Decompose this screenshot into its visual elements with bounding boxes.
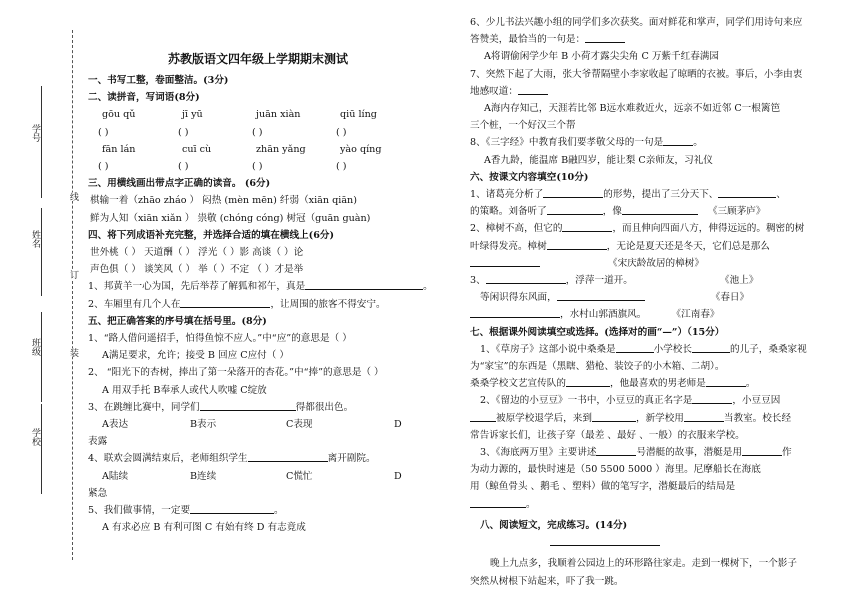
choice-options-2[interactable]: A 用双手托 B奉承人或代人吹嘘 C绽放 [102, 384, 267, 396]
section-4-heading: 四、将下列成语补充完整，并选择合适的填在横线上(6分) [88, 229, 335, 241]
passage-title-blank[interactable] [550, 535, 660, 546]
answer-blank[interactable] [566, 376, 610, 387]
pronunciation-line-2[interactable]: 鲜为人知（xiān xiǎn ） 祟敬 (chóng cóng) 树冠（guān guàn) [90, 212, 371, 224]
section-7-heading: 七、根据课外阅读填空或选择。(选择对的画“—”）（15分） [470, 326, 725, 338]
question-text: 叶绿得发亮。樟树 [470, 240, 547, 252]
question-text: 等闲识得东风面， [480, 292, 557, 304]
question-text: 的形势，提出了三分天下、 [603, 189, 719, 201]
question-text: ，浮萍一道开。 [565, 275, 633, 287]
question-text: 2、《留边的小豆豆》一书中，小豆豆的真正名字是 [480, 395, 693, 407]
seal-char-ding: 订 [68, 270, 78, 279]
pinyin-item: qiū líng [340, 109, 377, 121]
choice-options-5[interactable]: A 有求必应 B 有利可图 C 有始有终 D 有志竟成 [102, 522, 306, 534]
answer-blank[interactable] [663, 135, 693, 146]
answer-blank[interactable] [585, 32, 625, 43]
question-text: 得都很出色。 [295, 401, 354, 413]
option[interactable]: C慌忙 [286, 470, 313, 482]
option[interactable]: B表示 [190, 419, 217, 431]
choice-question-5 [88, 502, 428, 519]
answer-blank[interactable] [543, 187, 603, 198]
reading-1-line-3: 桑桑学校文艺宣传队的 ，他最喜欢的男老师是 。 [470, 378, 756, 390]
reading-2-line-3[interactable]: 常告诉家长们，让孩子穿（最差 、最好 、一般）的衣服来学校。 [470, 429, 745, 441]
answer-blank[interactable] [200, 400, 296, 411]
reading-1-line-1 [470, 341, 825, 358]
fill-2-line-1 [470, 220, 825, 237]
idiom-question-2 [88, 296, 428, 313]
choice-options-7[interactable]: A海内存知己，天涯若比邻 B远水难救近火，远亲不如近邻 C一根篱笆 [484, 103, 781, 115]
answer-blank[interactable] [547, 239, 607, 250]
reading-3-line-1 [470, 444, 825, 461]
pinyin-item: yào qíng [340, 143, 382, 155]
reading-3-line-3[interactable]: 用（鲸鱼骨头 、鹅毛 、塑料）做的笔写字，潜艇最后的结局是 [470, 481, 736, 493]
section-3-heading: 三、用横线画出带点字正确的读音。 (6分) [88, 178, 271, 190]
source-title: 《春日》 [710, 292, 750, 304]
section-5-heading: 五、把正确答案的序号填在括号里。(8分) [88, 315, 267, 327]
name-line [41, 208, 42, 296]
answer-blank[interactable] [190, 503, 274, 514]
answer-blank[interactable] [518, 84, 548, 95]
choice-options-4 [88, 468, 428, 485]
answer-blank[interactable] [305, 279, 423, 290]
choice-question-3 [88, 399, 428, 416]
answer-blank[interactable] [692, 342, 730, 353]
answer-blank[interactable] [622, 204, 698, 215]
choice-question-7a: 7、突然下起了大雨，张大爷帮隔壁小李家收起了晾晒的衣被。事后，小李由衷 [470, 68, 803, 80]
section-2-heading: 二、读拼音，写词语(8分) [88, 92, 200, 104]
margin-label-school: 学校 [30, 428, 40, 446]
answer-blank[interactable] [592, 411, 636, 422]
pinyin-row-2 [88, 141, 428, 158]
fill-1-line-2 [470, 203, 825, 220]
pinyin-row-1 [88, 106, 428, 123]
margin-label-name: 姓名 [30, 230, 40, 248]
idiom-question-1: 1、邦黄羊一心为国，先后举荐了解狐和祁午，真是 。 [88, 281, 433, 293]
question-text: 的策略。刘备听了 [470, 206, 547, 218]
option[interactable]: D [394, 419, 402, 431]
seal-char-xian: 线 [68, 192, 78, 201]
pinyin-item: jī yū [182, 109, 203, 121]
answer-blank[interactable] [616, 342, 654, 353]
pinyin-item: juān xiàn [256, 109, 301, 121]
reading-3-line-2[interactable]: 为动力源的，最快时速是（50 5500 5000 ）海里。尼摩船长在海底 [470, 464, 761, 476]
choice-options-6[interactable]: A将谓偷闲学少年 B 小荷才露尖尖角 C 万紫千红春满园 [484, 51, 719, 63]
question-text: ，小豆豆因 [732, 395, 781, 407]
margin-label-class: 班级 [30, 338, 40, 356]
question-text: 3、在跳缠比赛中，同学们 [88, 401, 200, 413]
fill-3-line-3 [470, 306, 825, 323]
answer-blank[interactable] [684, 411, 724, 422]
pinyin-item: cuī cù [182, 143, 212, 155]
exam-title: 苏教版语文四年级上学期期末测试 [167, 52, 348, 66]
source-title: 《江南春》 [676, 309, 720, 321]
answer-blank[interactable] [486, 273, 566, 284]
choice-question-6b [470, 31, 825, 48]
question-text: ，无论是夏天还是冬天，它们总是那么 [606, 240, 770, 252]
school-line [41, 404, 42, 494]
reading-2-line-1 [470, 392, 825, 409]
section-8-heading: 八、阅读短文，完成练习。(14分) [480, 519, 628, 531]
margin-label-student-id: 学号 [30, 124, 40, 142]
choice-options-1[interactable]: A满足要求，允许；接受 B 回应 C应付（ ） [102, 350, 290, 362]
question-text: 被原学校退学后，来到 [496, 412, 592, 424]
question-text: 。 [274, 505, 284, 517]
idiom-line-1[interactable]: 世外桃（ ） 天道酬（ ） 浮光（ ）影 高谈（ ）论 [90, 247, 304, 259]
pinyin-item: gōu qǔ [102, 109, 136, 121]
answer-box[interactable]: ( ) [252, 126, 263, 138]
question-text: 地感叹道： [470, 85, 518, 97]
answer-blank[interactable] [547, 204, 603, 215]
fill-2-line-3 [470, 255, 825, 272]
answer-box[interactable]: ( ) [98, 126, 109, 138]
question-text: ，他最喜欢的男老师是 [609, 378, 706, 390]
answer-blank[interactable] [718, 187, 776, 198]
choice-question-4 [88, 450, 428, 467]
answer-blank[interactable] [248, 451, 328, 462]
pinyin-item: fān lán [102, 143, 136, 155]
choice-option-3d[interactable]: 表露 [88, 436, 108, 448]
question-text: 答赞美，最恰当的一句是： [470, 34, 586, 46]
seal-line [72, 30, 73, 560]
passage-title-line [470, 534, 825, 551]
question-text: 3、 [470, 275, 486, 287]
idiom-line-2[interactable]: 声色俱（ ） 谈笑风（ ） 举（ ）不定 （ ）才是举 [90, 264, 304, 276]
question-text: ，让周围的旅客不得安宁。 [270, 298, 386, 310]
passage-line-1: 晚上九点多，我顺着公园边上的环形路往家走。走到一棵树下，一个影子 [490, 558, 797, 570]
answer-box[interactable]: ( ) [252, 161, 263, 173]
answer-blank[interactable] [470, 497, 526, 508]
choice-options-7-cont[interactable]: 三个桩，一个好汉三个帮 [470, 120, 576, 132]
pinyin-item: zhān yǎng [256, 143, 306, 155]
passage-line-2: 突然从树根下站起来，吓了我一跳。 [470, 575, 624, 587]
choice-question-6a: 6、少儿书法兴趣小组的同学们多次获奖。面对鲜花和掌声，同学们用诗句来应 [470, 17, 803, 28]
choice-options-8[interactable]: A香九龄，能温席 B融四岁，能让梨 C亲师友，习礼仪 [484, 154, 713, 166]
option[interactable]: A表达 [102, 419, 129, 431]
student-id-line [41, 86, 42, 198]
question-text: 桑桑学校文艺宣传队的 [470, 378, 566, 390]
answer-box[interactable]: ( ) [178, 126, 189, 138]
answer-box-row-1 [88, 124, 428, 141]
reading-3-line-4: 。 [470, 496, 825, 513]
choice-question-2: 2、 “阳光下的杏树，捧出了第一朵落开的杏花。”中“捧”的意思是（ ） [88, 367, 384, 379]
question-text: 1、《草房子》这部小说中桑桑是 [480, 343, 616, 355]
choice-options-3 [88, 416, 428, 433]
answer-blank[interactable] [596, 445, 636, 456]
option[interactable]: B连续 [190, 470, 217, 482]
answer-box-row-2 [88, 158, 428, 175]
question-text: 1、邦黄羊一心为国，先后举荐了解狐和祁午，真是 [88, 281, 306, 293]
source-title: 《三顾茅庐》 [707, 206, 766, 218]
answer-blank[interactable] [562, 221, 612, 232]
question-text: 当教室。校长经 [723, 412, 792, 424]
question-text: 2、车厢里有几个人在 [88, 298, 181, 310]
question-text: 2、樟树不高，但它的 [470, 223, 563, 235]
section-6-heading: 六、按课文内容填空(10分) [470, 171, 589, 183]
section-1-heading: 一、书写工整，卷面整洁。(3分) [88, 75, 229, 86]
choice-question-1: 1、“路人借问遥招手，怕得鱼惊不应人。”中“应”的意思是（ ） [88, 333, 352, 345]
question-text: 小学校长 [653, 343, 692, 355]
seal-char-zhuang: 装 [68, 348, 78, 357]
question-text: ，像 [602, 206, 622, 218]
binding-margin [0, 0, 100, 581]
question-text: 1、诸葛亮分析了 [470, 189, 544, 201]
answer-blank[interactable] [692, 393, 732, 404]
answer-box[interactable]: ( ) [336, 126, 347, 138]
fill-2-line-2 [470, 238, 825, 255]
answer-box[interactable]: ( ) [336, 161, 347, 173]
question-text: 8、《三字经》中教育我们要孝敬父母的一句是 [470, 137, 664, 149]
class-line [41, 312, 42, 402]
choice-question-8: 8、《三字经》中教育我们要孝敬父母的一句是 。 [470, 137, 703, 149]
right-column [470, 14, 825, 590]
choice-question-7b [470, 83, 825, 100]
source-title: 《宋庆龄故居的樟树》 [608, 257, 704, 269]
answer-blank[interactable] [742, 445, 782, 456]
answer-blank[interactable] [557, 290, 645, 301]
answer-blank[interactable] [706, 376, 746, 387]
answer-blank[interactable] [470, 411, 496, 422]
question-text: 离开剧院。 [327, 453, 376, 465]
answer-box[interactable]: ( ) [98, 161, 109, 173]
pronunciation-line-1[interactable]: 棋输一着（zhāo zháo ） 闷热 (mèn mēn) 纤弱（xiān qiān) [90, 195, 357, 207]
question-text: 号潜艇的故事，潜艇是用 [636, 447, 742, 459]
left-column [88, 48, 433, 536]
fill-1-line-1: 1、诸葛亮分析了 的形势，提出了三分天下、 、 [470, 189, 786, 201]
answer-box[interactable]: ( ) [178, 161, 189, 173]
question-text: 的儿子，桑桑家视 [730, 343, 807, 355]
choice-option-4d[interactable]: 紧急 [88, 487, 108, 499]
source-title: 《池上》 [724, 275, 759, 287]
fill-3-line-2 [470, 289, 825, 306]
question-text: ，新学校用 [635, 412, 684, 424]
question-text: 5、我们做事情，一定要 [88, 505, 191, 517]
answer-blank[interactable] [470, 307, 560, 318]
option[interactable]: D [394, 470, 402, 482]
reading-2-line-2 [470, 410, 825, 427]
question-text: 3、《海底两万里》主要讲述 [480, 447, 597, 459]
option[interactable]: A陆续 [102, 470, 129, 482]
reading-1-line-2[interactable]: 为“家宝”的东西是（黑瞎、猎枪、装饺子的小木箱、二胡）。 [470, 361, 725, 373]
question-text: ，水村山郭酒旗风。 [560, 309, 647, 321]
option[interactable]: C表现 [286, 419, 313, 431]
question-text: ，而且伸向四面八方，伸得远远的。稠密的树 [612, 223, 805, 235]
answer-blank[interactable] [470, 256, 540, 267]
question-text: 4、联欢会圆满结束后，老师组织学生 [88, 453, 248, 465]
question-text: 作 [781, 447, 792, 459]
fill-3-line-1 [470, 272, 825, 289]
answer-blank[interactable] [180, 297, 270, 308]
